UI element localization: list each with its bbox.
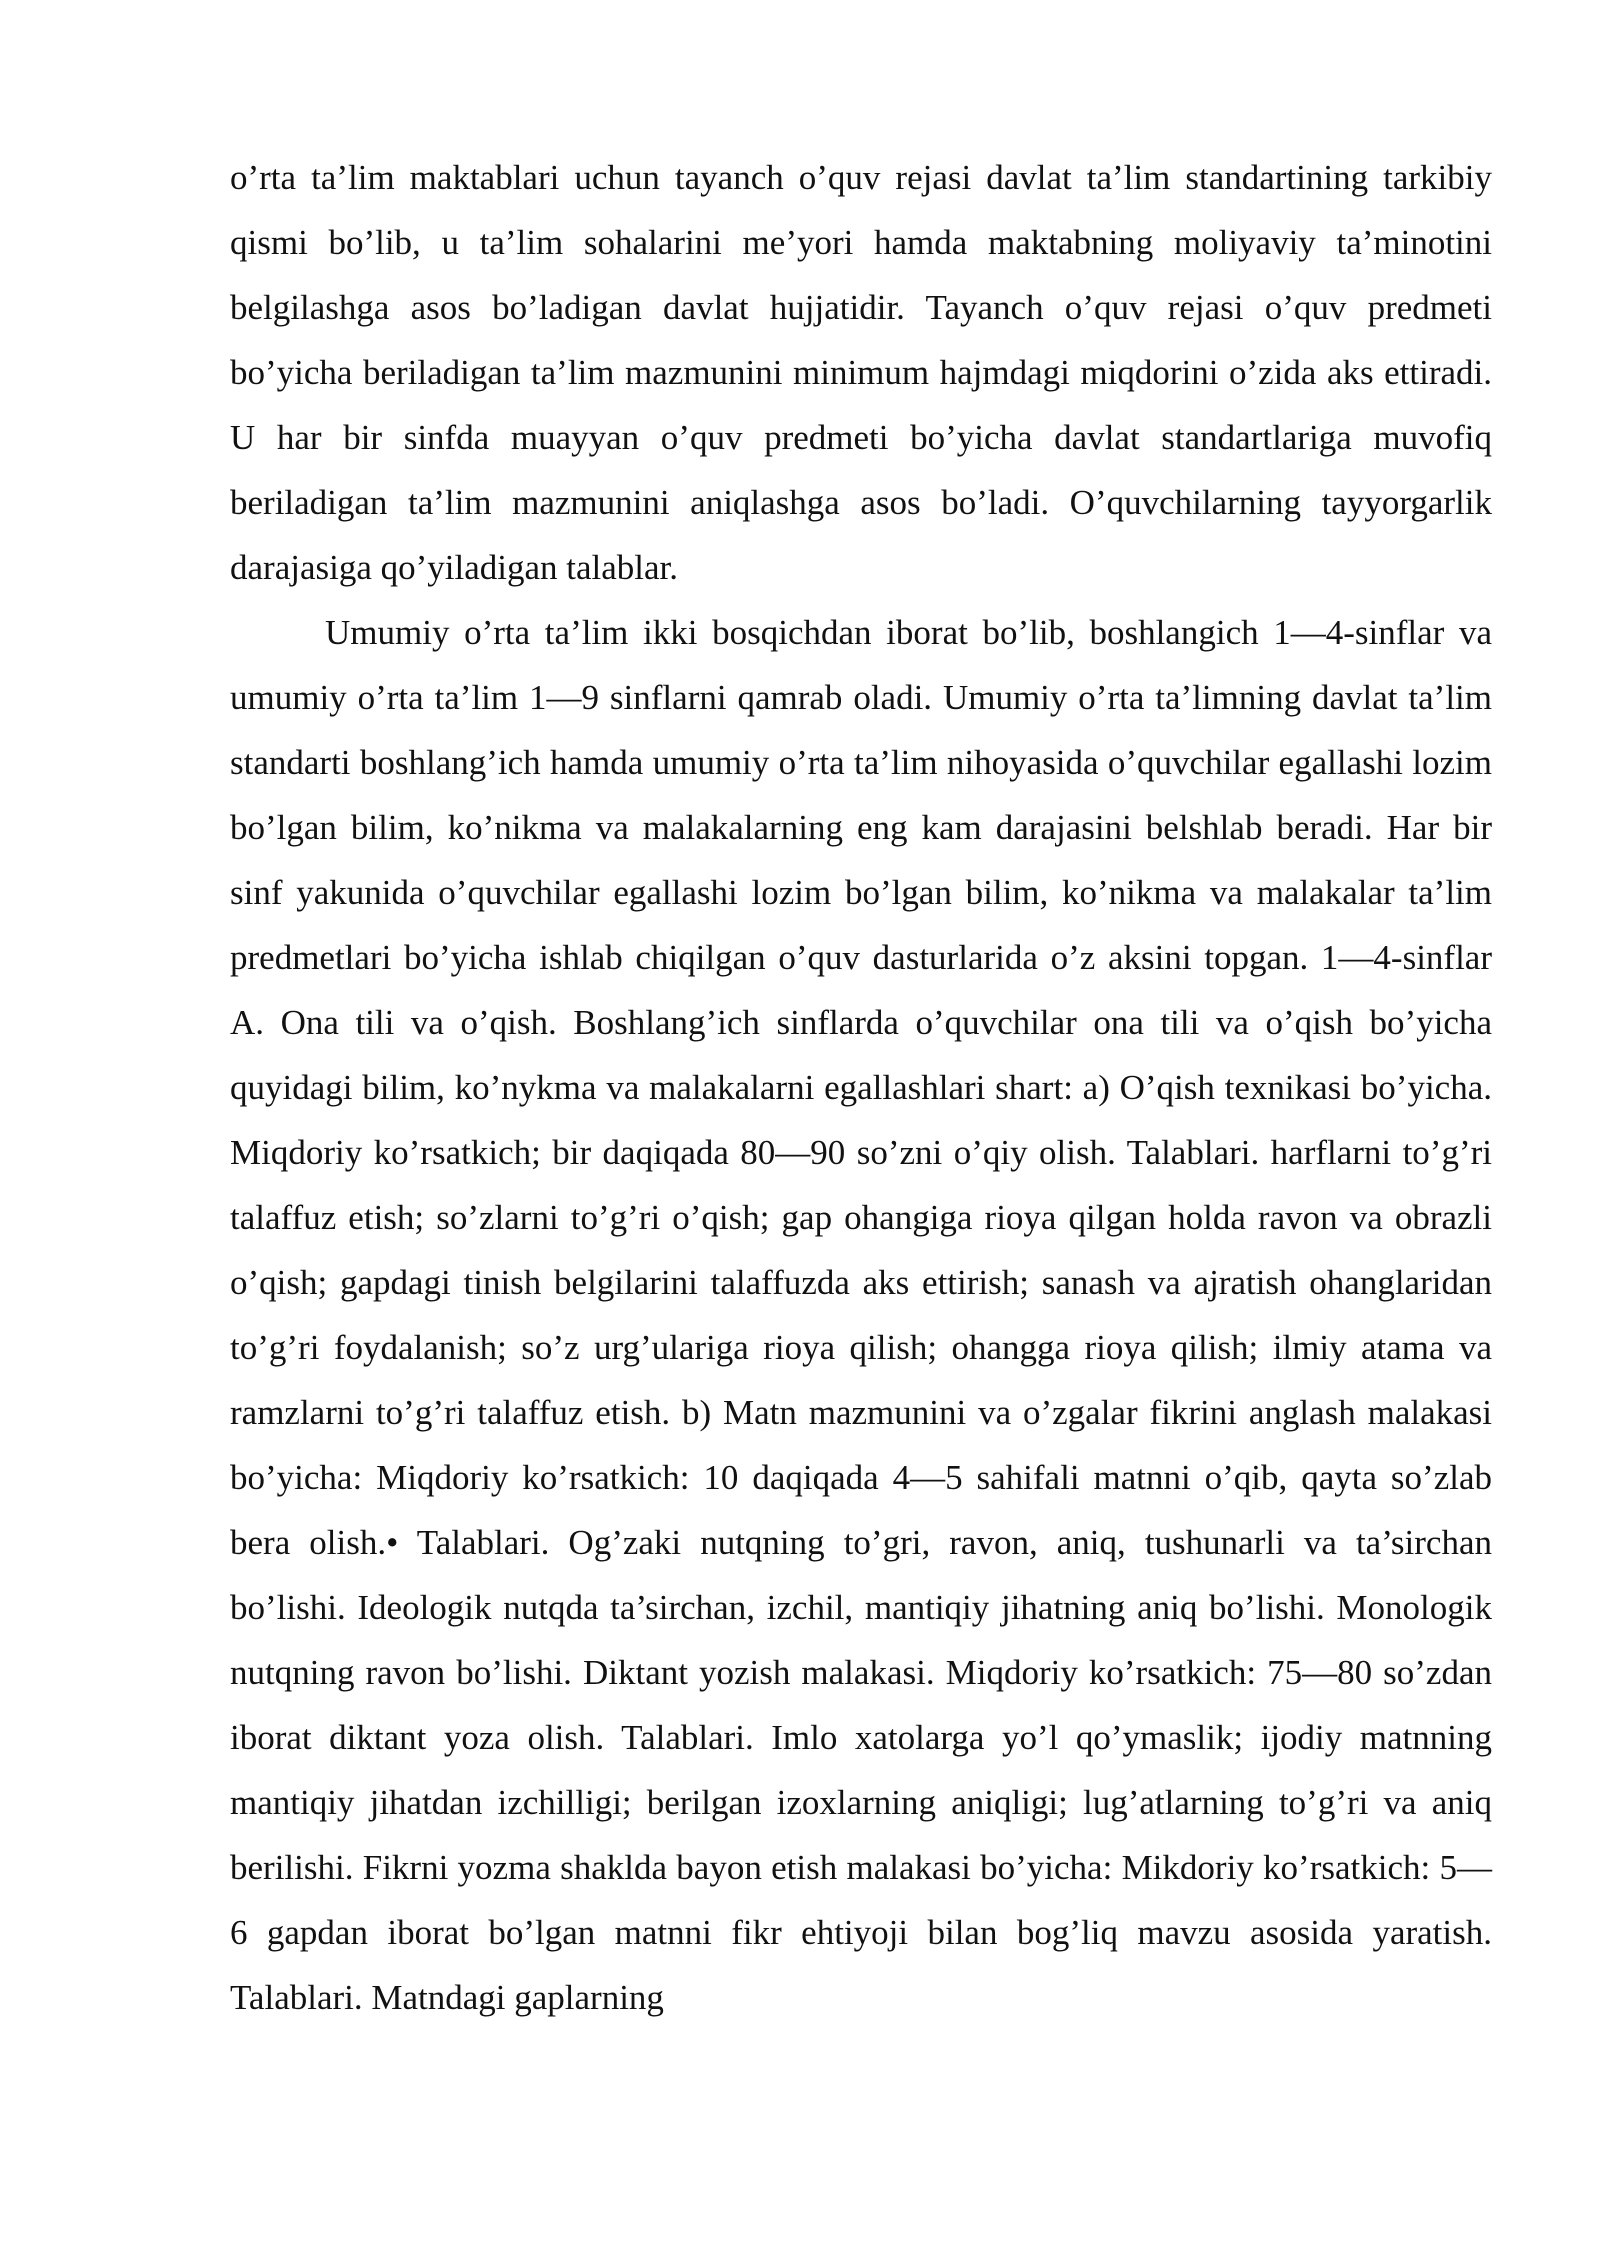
- paragraph-1: o’rta ta’lim maktablari uchun tayanch o’quv rejasi davlat ta’lim standartining tarkibiy qismi bo’lib, u ta’lim sohalarini me’yori hamda maktabning moliyaviy ta’minotini belgilashga asos bo’ladigan davlat hujjatidir. Tayanch o’quv rejasi o’quv predmeti bo’yicha beriladigan ta’lim mazmunini minimum hajmdagi miqdorini o’zida aks ettiradi. U har bir sinfda muayyan o’quv predmeti bo’yicha davlat standartlariga muvofiq beriladigan ta’lim mazmunini aniqlashga asos bo’ladi. O’quvchilarning tayyorgarlik darajasiga qo’yiladigan talablar.: [230, 158, 1492, 587]
- paragraph-2: Umumiy o’rta ta’lim ikki bosqichdan iborat bo’lib, boshlangich 1—4-sinflar va umumiy o’rta ta’lim 1—9 sinflarni qamrab oladi. Umumiy o’rta ta’limning davlat ta’lim standarti boshlang’ich hamda umumiy o’rta ta’lim nihoyasida o’quvchilar egallashi lozim bo’lgan bilim, ko’nikma va malakalarning eng kam darajasini belshlab beradi. Har bir sinf yakunida o’quvchilar egallashi lozim bo’lgan bilim, ko’nikma va malakalar ta’lim predmetlari bo’yicha ishlab chiqilgan o’quv dasturlarida o’z aksini topgan. 1—4-sinflar A. Ona tili va o’qish. Boshlang’ich sinflarda o’quvchilar ona tili va o’qish bo’yicha quyidagi bilim, ko’nykma va malakalarni egallashlari shart: a) O’qish texnikasi bo’yicha. Miqdoriy ko’rsatkich; bir daqiqada 80—90 so’zni o’qiy olish. Talablari. harflarni to’g’ri talaffuz etish; so’zlarni to’g’ri o’qish; gap ohangiga rioya qilgan holda ravon va obrazli o’qish; gapdagi tinish belgilarini talaffuzda aks ettirish; sanash va ajratish ohanglaridan to’g’ri foydalanish; so’z urg’ulariga rioya qilish; ohangga rioya qilish; ilmiy atama va ramzlarni to’g’ri talaffuz etish. b) Matn mazmunini va o’zgalar fikrini anglash malakasi bo’yicha: Miqdoriy ko’rsatkich: 10 daqiqada 4—5 sahifali matnni o’qib, qayta so’zlab bera olish.• Talablari. Og’zaki nutqning to’gri, ravon, aniq, tushunarli va ta’sirchan bo’lishi. Ideologik nutqda ta’sirchan, izchil, mantiqiy jihatning aniq bo’lishi. Monologik nutqning ravon bo’lishi. Diktant yozish malakasi. Miqdoriy ko’rsatkich: 75—80 so’zdan iborat diktant yoza olish. Talablari. Imlo xatolarga yo’l qo’ymaslik; ijodiy matnning mantiqiy jihatdan izchilligi; berilgan izoxlarning aniqligi; lug’atlarning to’g’ri va aniq berilishi. Fikrni yozma shakldа bayon etish malakasi bo’yicha: Mikdoriy ko’rsatkich: 5—6 gapdan iborat bo’lgan matnni fikr ehtiyoji bilan bog’liq mavzu asosida yaratish. Talablari. Matndagi gaplarning: [230, 613, 1492, 2017]
- body-text: [230, 145, 1492, 2030]
